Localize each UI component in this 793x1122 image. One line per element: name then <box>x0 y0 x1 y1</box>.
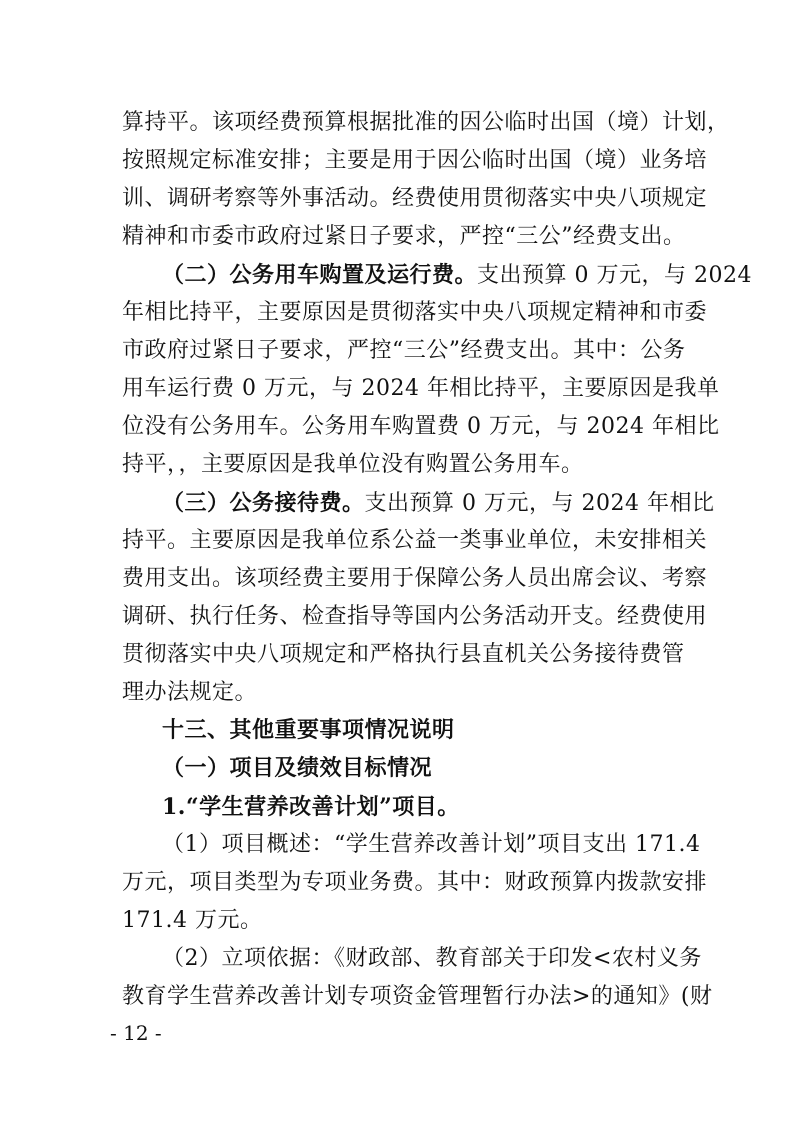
paragraph-line: 调研、执行任务、检查指导等国内公务活动开支。经费使用 <box>122 604 708 629</box>
paragraph-line: 理办法规定。 <box>122 680 258 705</box>
page-number: - 12 - <box>110 1021 162 1045</box>
paragraph-line: 按照规定标准安排；主要是用于因公临时出国（境）业务培 <box>122 148 708 173</box>
chapter-heading: 十三、其他重要事项情况说明 <box>162 718 455 743</box>
paragraph-line: 用车运行费 0 万元，与 2024 年相比持平，主要原因是我单 <box>122 376 720 401</box>
paragraph-line: 精神和市委市政府过紧日子要求，严控“三公”经费支出。 <box>122 224 686 249</box>
paragraph-line: 市政府过紧日子要求，严控“三公”经费支出。其中：公务 <box>122 338 686 363</box>
paragraph-line: （1）项目概述：“学生营养改善计划”项目支出 171.4 <box>162 832 701 857</box>
paragraph-line: 位没有公务用车。公务用车购置费 0 万元，与 2024 年相比 <box>122 414 720 439</box>
paragraph-line: 年相比持平，主要原因是贯彻落实中央八项规定精神和市委 <box>122 300 708 325</box>
section-heading-text: 支出预算 0 万元，与 2024 <box>477 263 752 288</box>
item-heading: 1.“学生营养改善计划”项目。 <box>162 794 460 820</box>
section-heading-reception-costs <box>162 488 715 519</box>
section-heading-bold: （三）公务接待费。 <box>162 490 365 516</box>
paragraph-line: 万元，项目类型为专项业务费。其中：财政预算内拨款安排 <box>122 870 708 895</box>
paragraph-line: 训、调研考察等外事活动。经费使用贯彻落实中央八项规定 <box>122 186 708 211</box>
section-heading-bold: （二）公务用车购置及运行费。 <box>162 262 478 288</box>
paragraph-line: 持平。主要原因是我单位系公益一类事业单位，未安排相关 <box>122 528 708 553</box>
paragraph-line: 费用支出。该项经费主要用于保障公务人员出席会议、考察 <box>122 566 708 591</box>
paragraph-line: 教育学生营养改善计划专项资金管理暂行办法>的通知》(财 <box>122 984 713 1009</box>
section-heading-vehicle-costs <box>162 260 752 291</box>
paragraph-line: （2）立项依据：《财政部、教育部关于印发<农村义务 <box>162 946 702 971</box>
paragraph-line: 算持平。该项经费预算根据批准的因公临时出国（境）计划， <box>122 110 730 135</box>
paragraph-line: 171.4 万元。 <box>122 908 263 933</box>
subsection-heading: （一）项目及绩效目标情况 <box>162 756 433 781</box>
paragraph-line: 持平，，主要原因是我单位没有购置公务用车。 <box>122 452 584 477</box>
section-heading-text: 支出预算 0 万元，与 2024 年相比 <box>364 491 715 516</box>
paragraph-line: 贯彻落实中央八项规定和严格执行县直机关公务接待费管 <box>122 642 685 667</box>
